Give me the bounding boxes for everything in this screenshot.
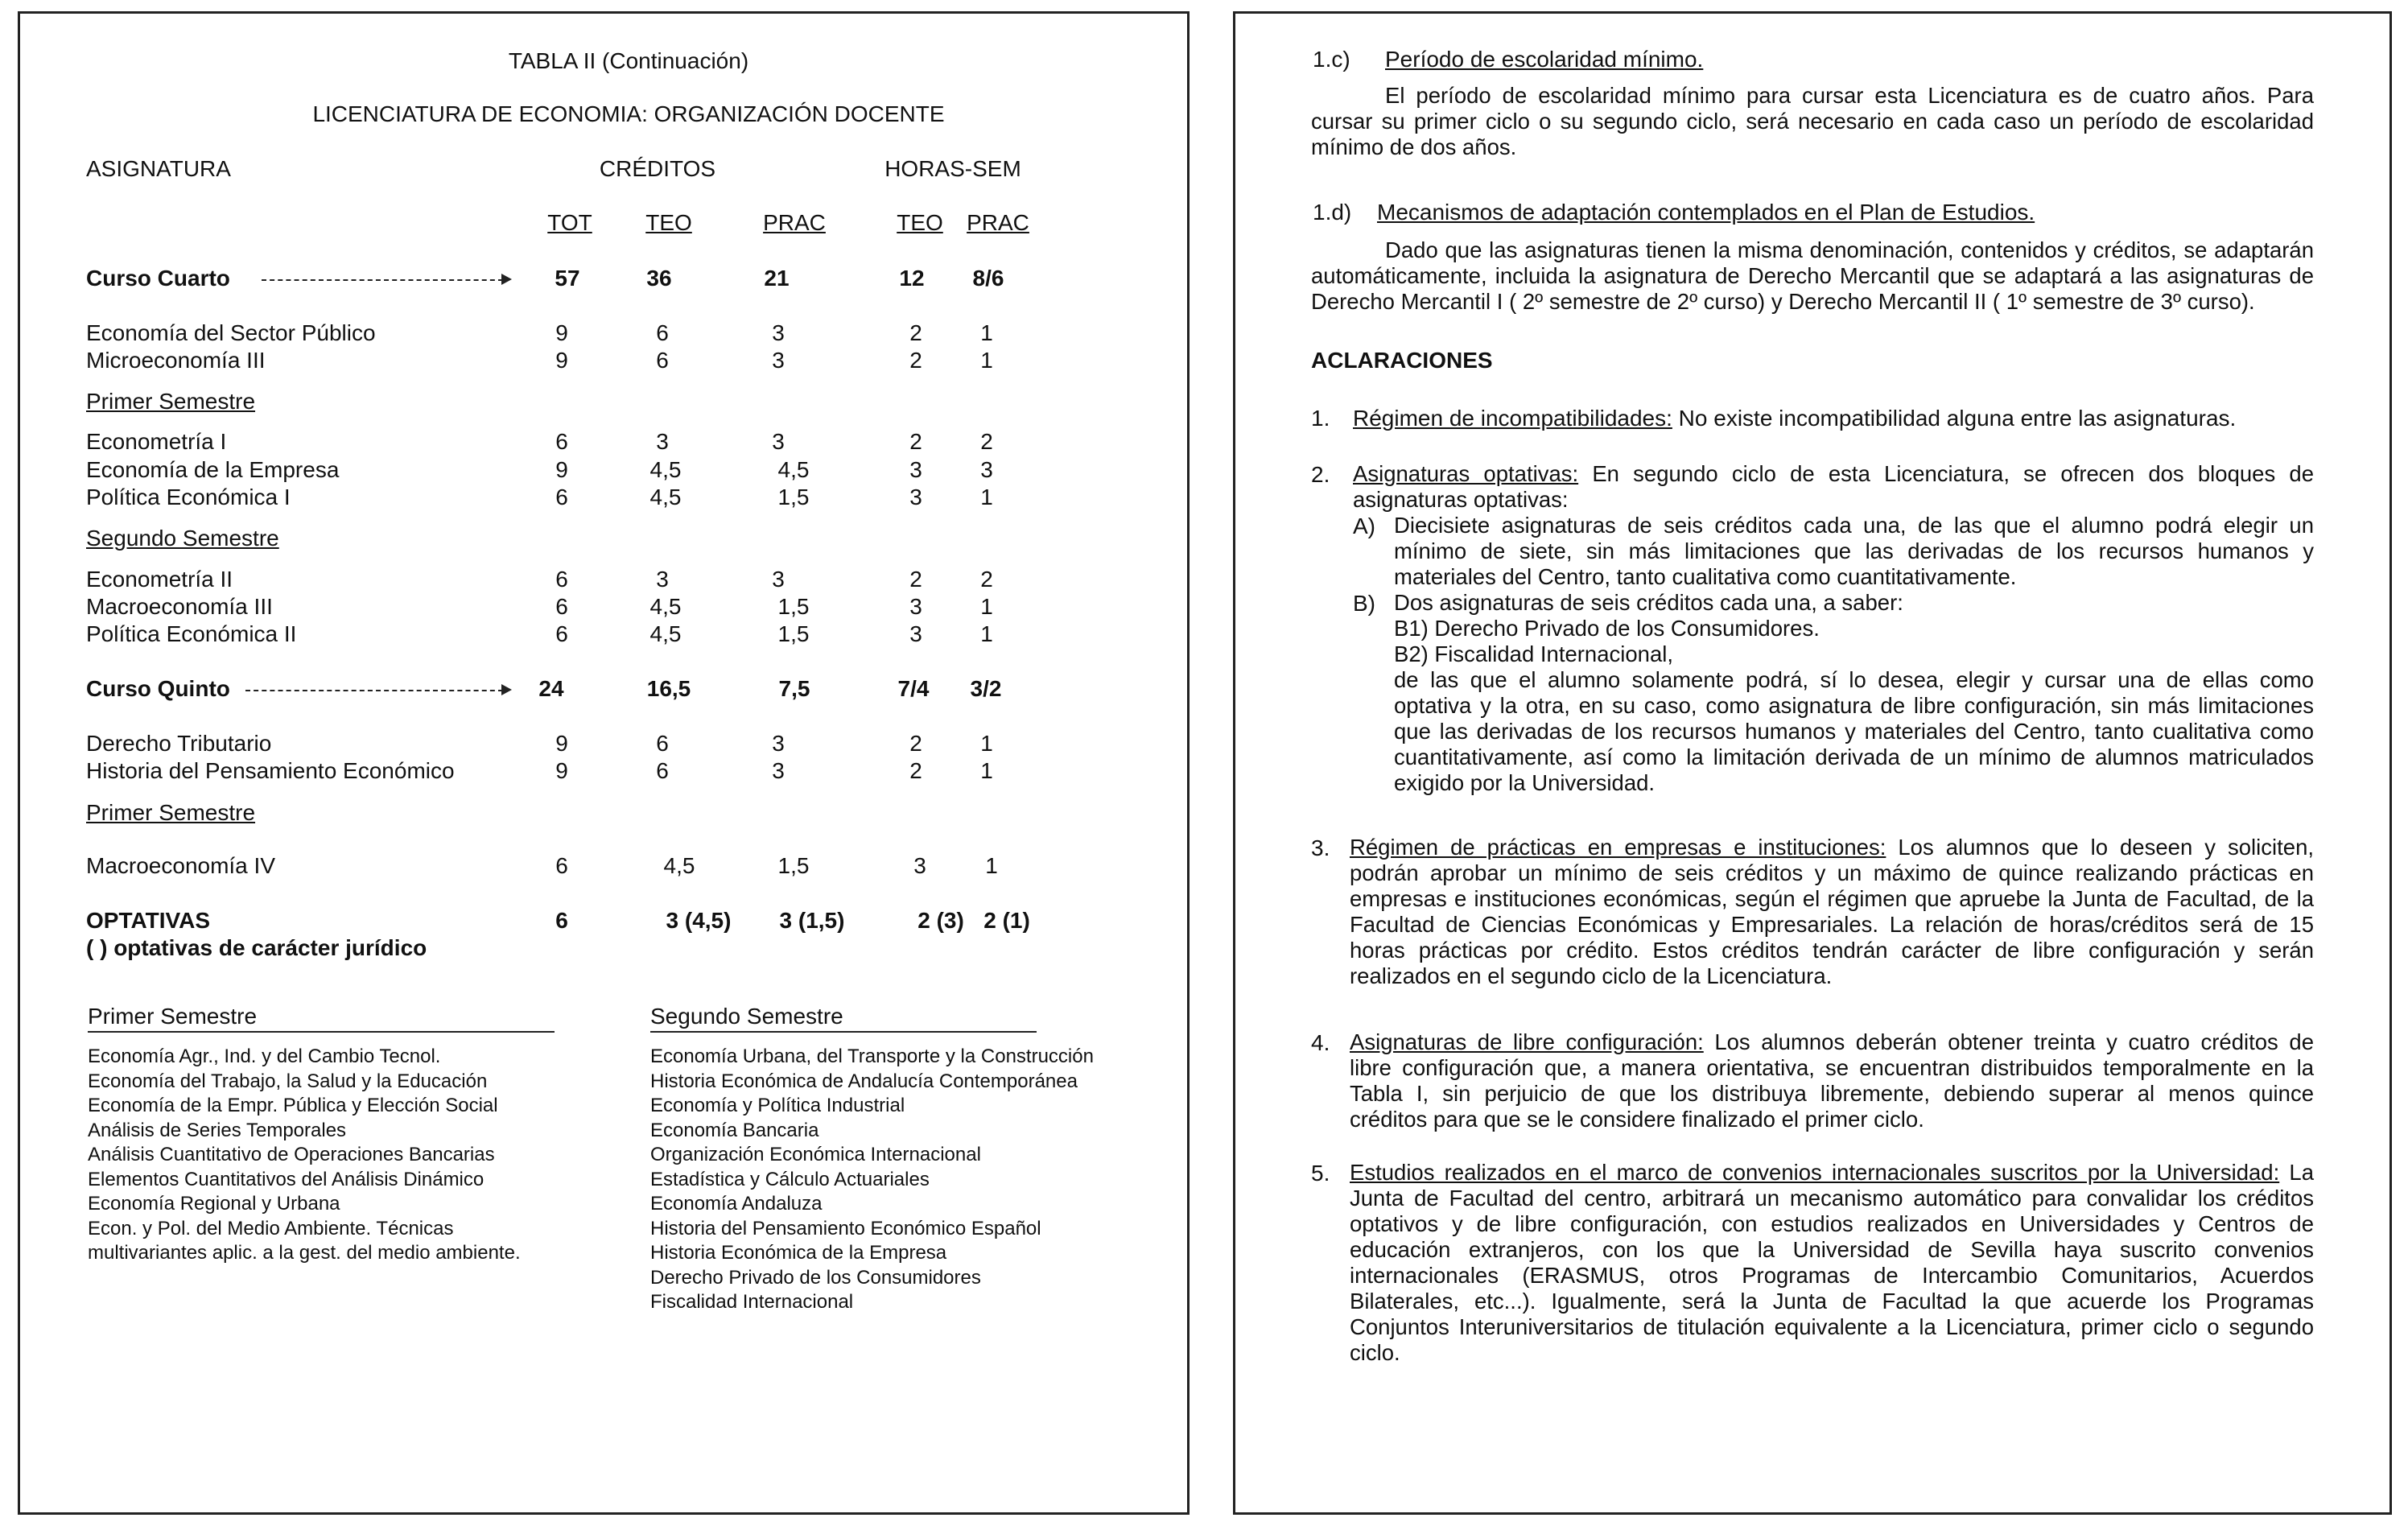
list-item: Análisis Cuantitativo de Operaciones Bancarias — [88, 1144, 495, 1165]
cell-teo: 6 — [656, 731, 669, 756]
cell-prac: 3 — [772, 567, 785, 592]
cell-prac: 3 (1,5) — [779, 908, 845, 933]
item-3-body — [1350, 835, 2314, 989]
paragraph-line: créditos para que se le considere finalizado el primer ciclo. — [1350, 1107, 1924, 1132]
sub-label: B) — [1353, 591, 1375, 616]
paragraph-line: internacionales (ERASMUS, otros Programas de Intercambio Comunitarios, Acuerdos — [1350, 1263, 2314, 1288]
cell-prac: 21 — [764, 266, 790, 291]
paragraph-line: cuantitativamente, así como la limitación derivada de un mínimo de alumnos matriculados — [1394, 744, 2314, 769]
paragraph-line: Bilaterales, etc...). Igualmente, será la Junta de Facultad la que acuerde los Programas — [1350, 1289, 2314, 1314]
item-title: Estudios realizados en el marco de convenios internacionales suscritos por la Universidad: — [1350, 1160, 2280, 1185]
cell-prac: 3 — [772, 348, 785, 373]
col-header-teo: TEO — [645, 210, 692, 235]
list-item: Historia del Pensamiento Económico Español — [650, 1217, 1041, 1239]
list-item: Estadística y Cálculo Actuariales — [650, 1168, 930, 1190]
cell-horas-teo: 2 — [909, 758, 922, 783]
arrow-icon — [501, 274, 512, 285]
cell-horas-prac: 1 — [985, 853, 998, 878]
cell-prac: 4,5 — [777, 457, 810, 482]
arrow-icon — [501, 684, 512, 695]
list-item: Historia Económica de la Empresa — [650, 1242, 947, 1264]
paragraph-line: automáticamente, incluida la asignatura de Derecho Mercantil que se adaptará a las asignaturas de — [1311, 263, 2314, 288]
item-text: Los alumnos que lo deseen y soliciten, — [1886, 835, 2315, 860]
item-5-body — [1350, 1160, 2314, 1366]
item-1-line — [1353, 405, 2236, 432]
paragraph-line: podrán aprobar un mínimo de seis créditos y un máximo de quince realizando prácticas en — [1350, 860, 2314, 885]
cell-horas-teo: 2 — [909, 429, 922, 454]
row-name: Macroeconomía III — [86, 594, 273, 619]
paragraph-line: que las derivadas de los recursos humanos y materiales del Centro, tanto cualitativa como — [1394, 719, 2314, 744]
semester-heading: Primer Semestre — [86, 800, 256, 825]
paragraph-line: Diecisiete asignaturas de seis créditos cada una, de las que el alumno podrá elegir un — [1394, 513, 2314, 538]
cell-horas-prac: 1 — [980, 594, 993, 619]
list-item: Fiscalidad Internacional — [650, 1291, 854, 1313]
divider — [88, 1031, 555, 1033]
paragraph-line: Dos asignaturas de seis créditos cada una, a saber: — [1394, 590, 1903, 615]
item-title: Asignaturas optativas: — [1353, 461, 1579, 486]
paragraph-line: B2) Fiscalidad Internacional, — [1394, 641, 1673, 666]
paragraph-line — [1350, 1029, 2314, 1055]
cell-tot: 57 — [555, 266, 580, 291]
cell-teo: 6 — [656, 320, 669, 345]
list-item: multivariantes aplic. a la gest. del medio ambiente. — [88, 1242, 521, 1264]
item-number: 3. — [1311, 835, 1330, 860]
paragraph-line: realizados en el segundo ciclo de la Licenciatura. — [1350, 963, 1833, 988]
list-item: Economía del Trabajo, la Salud y la Educación — [88, 1070, 488, 1092]
cell-tot: 6 — [555, 485, 568, 509]
left-page — [18, 11, 1190, 1515]
cell-tot: 9 — [555, 731, 568, 756]
cell-tot: 6 — [555, 621, 568, 646]
cell-horas-teo: 3 — [913, 853, 926, 878]
optativas-segundo-heading: Segundo Semestre — [650, 1004, 843, 1029]
cell-teo: 6 — [656, 758, 669, 783]
cell-horas-prac: 1 — [980, 320, 993, 345]
cell-teo: 4,5 — [663, 853, 695, 878]
section-number: 1.d) — [1313, 200, 1352, 225]
cell-teo: 4,5 — [649, 457, 682, 482]
paragraph-line: empresas e instituciones económicas, según el régimen que apruebe la Junta de Facultad, de la — [1350, 886, 2314, 911]
row-optativas-name: OPTATIVAS — [86, 908, 210, 933]
list-item: Historia Económica de Andalucía Contemporánea — [650, 1070, 1078, 1092]
list-item: Economía Regional y Urbana — [88, 1193, 340, 1215]
list-item: Economía Andaluza — [650, 1193, 823, 1215]
optativas-segundo-list — [650, 1045, 1094, 1315]
col-header-creditos: CRÉDITOS — [599, 156, 716, 181]
section-title: Período de escolaridad mínimo. — [1385, 47, 1704, 72]
item-number: 5. — [1311, 1161, 1330, 1186]
cell-prac: 3 — [772, 320, 785, 345]
item-2-body — [1353, 461, 2314, 513]
cell-horas-prac: 8/6 — [972, 266, 1004, 291]
item-number: 1. — [1311, 406, 1330, 431]
optativas-primer-heading: Primer Semestre — [88, 1004, 258, 1029]
cell-prac: 1,5 — [777, 853, 810, 878]
row-name: Política Económica I — [86, 485, 291, 509]
col-header-prac: PRAC — [763, 210, 826, 235]
item-text: No existe incompatibilidad alguna entre las asignaturas. — [1672, 406, 2237, 431]
cell-prac: 1,5 — [777, 594, 810, 619]
paragraph-line: Junta de Facultad del centro, arbitrará un mecanismo automático para convalidar los créditos — [1350, 1186, 2314, 1210]
item-title: Régimen de incompatibilidades: — [1353, 406, 1672, 431]
semester-heading: Segundo Semestre — [86, 526, 279, 551]
item-title: Régimen de prácticas en empresas e instituciones: — [1350, 835, 1886, 860]
cell-teo: 4,5 — [649, 594, 682, 619]
paragraph-line: Conjuntos Interuniversitarios de titulación equivalente a la Licenciatura, primer ciclo o segundo — [1350, 1314, 2314, 1339]
arrow-line — [262, 279, 503, 281]
row-curso-cuarto-name: Curso Cuarto — [86, 266, 230, 291]
col-header-tot: TOT — [547, 210, 592, 235]
paragraph-line: ciclo. — [1350, 1340, 1400, 1365]
sub-label: A) — [1353, 513, 1375, 538]
section-1c-body — [1311, 83, 2314, 160]
cell-tot: 24 — [538, 676, 564, 701]
paragraph-line: asignaturas optativas: — [1353, 487, 1569, 512]
table-label: TABLA II (Continuación) — [508, 48, 749, 73]
cell-prac: 3 — [772, 429, 785, 454]
paragraph-line: materiales del Centro, tanto cualitativa como cuantitativamente. — [1394, 564, 2017, 589]
cell-tot: 9 — [555, 348, 568, 373]
paragraph-line: Derecho Mercantil I ( 2º semestre de 2º curso) y Derecho Mercantil II ( 1º semestre de 3º curso). — [1311, 289, 2255, 314]
cell-teo: 6 — [656, 348, 669, 373]
cell-horas-prac: 1 — [980, 731, 993, 756]
cell-horas-teo: 2 — [909, 320, 922, 345]
cell-horas-teo: 2 — [909, 348, 922, 373]
paragraph-line: cursar su primer ciclo o su segundo ciclo, será necesario en cada caso un período de escolaridad — [1311, 109, 2314, 134]
cell-tot: 6 — [555, 429, 568, 454]
cell-tot: 6 — [555, 594, 568, 619]
item-text: La — [2279, 1160, 2314, 1185]
list-item: Organización Económica Internacional — [650, 1144, 981, 1165]
item-text: Los alumnos deberán obtener treinta y cuatro créditos de — [1703, 1029, 2314, 1054]
row-name: Econometría I — [86, 429, 227, 454]
row-name: Macroeconomía IV — [86, 853, 275, 878]
cell-horas-prac: 3 — [980, 457, 993, 482]
cell-horas-teo: 2 (3) — [917, 908, 964, 933]
item-title: Asignaturas de libre configuración: — [1350, 1029, 1704, 1054]
right-page — [1233, 11, 2392, 1515]
cell-horas-teo: 12 — [899, 266, 925, 291]
cell-teo: 3 — [656, 567, 669, 592]
col-header-horas: HORAS-SEM — [884, 156, 1021, 181]
paragraph-line: Dado que las asignaturas tienen la misma denominación, contenidos y créditos, se adaptarán — [1385, 237, 2314, 262]
col-header-asignatura: ASIGNATURA — [86, 156, 231, 181]
cell-horas-teo: 3 — [909, 457, 922, 482]
cell-teo: 3 — [656, 429, 669, 454]
cell-prac: 7,5 — [778, 676, 810, 701]
list-item: Elementos Cuantitativos del Análisis Dinámico — [88, 1168, 484, 1190]
item-number: 2. — [1311, 462, 1330, 487]
list-item: Econ. y Pol. del Medio Ambiente. Técnicas — [88, 1217, 454, 1239]
cell-teo: 36 — [646, 266, 672, 291]
paragraph-line: Tabla I, sin perjuicio de que los distribuya libremente, debiendo superar al menos quince — [1350, 1081, 2314, 1106]
paragraph-line: exigido por la Universidad. — [1394, 770, 1656, 795]
cell-prac: 3 — [772, 731, 785, 756]
paragraph-line: B1) Derecho Privado de los Consumidores. — [1394, 616, 1820, 641]
paragraph-line: educación extranjeros, con los que la Universidad de Sevilla haya suscrito convenios — [1350, 1237, 2314, 1262]
cell-horas-prac: 3/2 — [970, 676, 1002, 701]
list-item: Economía Urbana, del Transporte y la Construcción — [650, 1046, 1094, 1067]
paragraph-line: optativos y de libre configuración, con estudios realizados en Universidades y Centros de — [1350, 1211, 2314, 1236]
cell-tot: 9 — [555, 457, 568, 482]
cell-horas-prac: 2 (1) — [983, 908, 1030, 933]
paragraph-line — [1353, 461, 2314, 487]
paragraph-line: mínimo de siete, sin más limitaciones que las derivadas de los recursos humanos y — [1394, 538, 2314, 563]
optativas-note: ( ) optativas de carácter jurídico — [86, 935, 427, 960]
table-title: LICENCIATURA DE ECONOMIA: ORGANIZACIÓN DOCENTE — [312, 101, 945, 126]
list-item: Derecho Privado de los Consumidores — [650, 1266, 981, 1289]
paragraph-line: mínimo de dos años. — [1311, 134, 1517, 159]
cell-prac: 1,5 — [777, 621, 810, 646]
row-name: Econometría II — [86, 567, 233, 592]
row-curso-quinto-name: Curso Quinto — [86, 676, 230, 701]
item-text: En segundo ciclo de esta Licenciatura, se ofrecen dos bloques de — [1578, 461, 2314, 486]
item-2a-body — [1394, 513, 2314, 590]
cell-horas-teo: 2 — [909, 731, 922, 756]
row-name: Economía de la Empresa — [86, 457, 340, 482]
cell-prac: 1,5 — [777, 485, 810, 509]
cell-horas-teo: 2 — [909, 567, 922, 592]
paragraph-line: horas prácticas por crédito. Estos créditos tendrán carácter de libre configuración y serán — [1350, 938, 2314, 963]
arrow-line — [245, 690, 503, 691]
paragraph-line: libre configuración que, a manera orientativa, se encuentran distribuidos temporalmente en la — [1350, 1055, 2314, 1080]
row-name: Política Económica II — [86, 621, 297, 646]
cell-tot: 9 — [555, 758, 568, 783]
cell-tot: 9 — [555, 320, 568, 345]
cell-tot: 6 — [555, 567, 568, 592]
list-item: Economía de la Empr. Pública y Elección Social — [88, 1095, 498, 1116]
cell-horas-teo: 3 — [909, 485, 922, 509]
col-header-horas-teo: TEO — [897, 210, 943, 235]
item-number: 4. — [1311, 1030, 1330, 1055]
list-item: Economía y Política Industrial — [650, 1095, 905, 1116]
col-header-horas-prac: PRAC — [967, 210, 1029, 235]
row-name: Derecho Tributario — [86, 731, 272, 756]
cell-tot: 6 — [555, 853, 568, 878]
paragraph-line — [1350, 1160, 2314, 1186]
list-item: Economía Agr., Ind. y del Cambio Tecnol. — [88, 1046, 441, 1067]
row-name: Economía del Sector Público — [86, 320, 376, 345]
cell-teo: 16,5 — [646, 676, 691, 701]
cell-teo: 4,5 — [649, 621, 682, 646]
list-item: Análisis de Series Temporales — [88, 1119, 347, 1141]
paragraph-line: El período de escolaridad mínimo para cursar esta Licenciatura es de cuatro años. Para — [1385, 83, 2314, 108]
optativas-primer-list — [88, 1045, 521, 1266]
item-4-body — [1350, 1029, 2314, 1132]
paragraph-line: optativa y la otra, en su caso, como asignatura de libre configuración, sin más limitaciones — [1394, 693, 2314, 718]
section-title: Mecanismos de adaptación contemplados en el Plan de Estudios. — [1377, 200, 2035, 225]
divider — [650, 1031, 1037, 1033]
item-2b-body — [1394, 590, 2314, 796]
cell-horas-prac: 2 — [980, 567, 993, 592]
list-item: Economía Bancaria — [650, 1119, 819, 1141]
cell-horas-prac: 1 — [980, 485, 993, 509]
paragraph-line: de las que el alumno solamente podrá, sí lo desea, elegir y cursar una de ellas como — [1394, 667, 2314, 692]
semester-heading: Primer Semestre — [86, 389, 256, 414]
cell-horas-prac: 1 — [980, 621, 993, 646]
cell-horas-teo: 3 — [909, 621, 922, 646]
cell-horas-teo: 7/4 — [897, 676, 930, 701]
cell-teo: 3 (4,5) — [666, 908, 732, 933]
cell-horas-teo: 3 — [909, 594, 922, 619]
cell-tot: 6 — [555, 908, 568, 933]
paragraph-line — [1350, 835, 2314, 860]
aclaraciones-heading: ACLARACIONES — [1311, 348, 1493, 373]
cell-horas-prac: 1 — [980, 348, 993, 373]
section-1d-body — [1311, 237, 2314, 315]
cell-horas-prac: 2 — [980, 429, 993, 454]
row-name: Microeconomía III — [86, 348, 266, 373]
cell-horas-prac: 1 — [980, 758, 993, 783]
section-number: 1.c) — [1313, 47, 1350, 72]
cell-teo: 4,5 — [649, 485, 682, 509]
cell-prac: 3 — [772, 758, 785, 783]
row-name: Historia del Pensamiento Económico — [86, 758, 455, 783]
paragraph-line: Facultad de Ciencias Económicas y Empresariales. La relación de horas/créditos será de 15 — [1350, 912, 2314, 937]
